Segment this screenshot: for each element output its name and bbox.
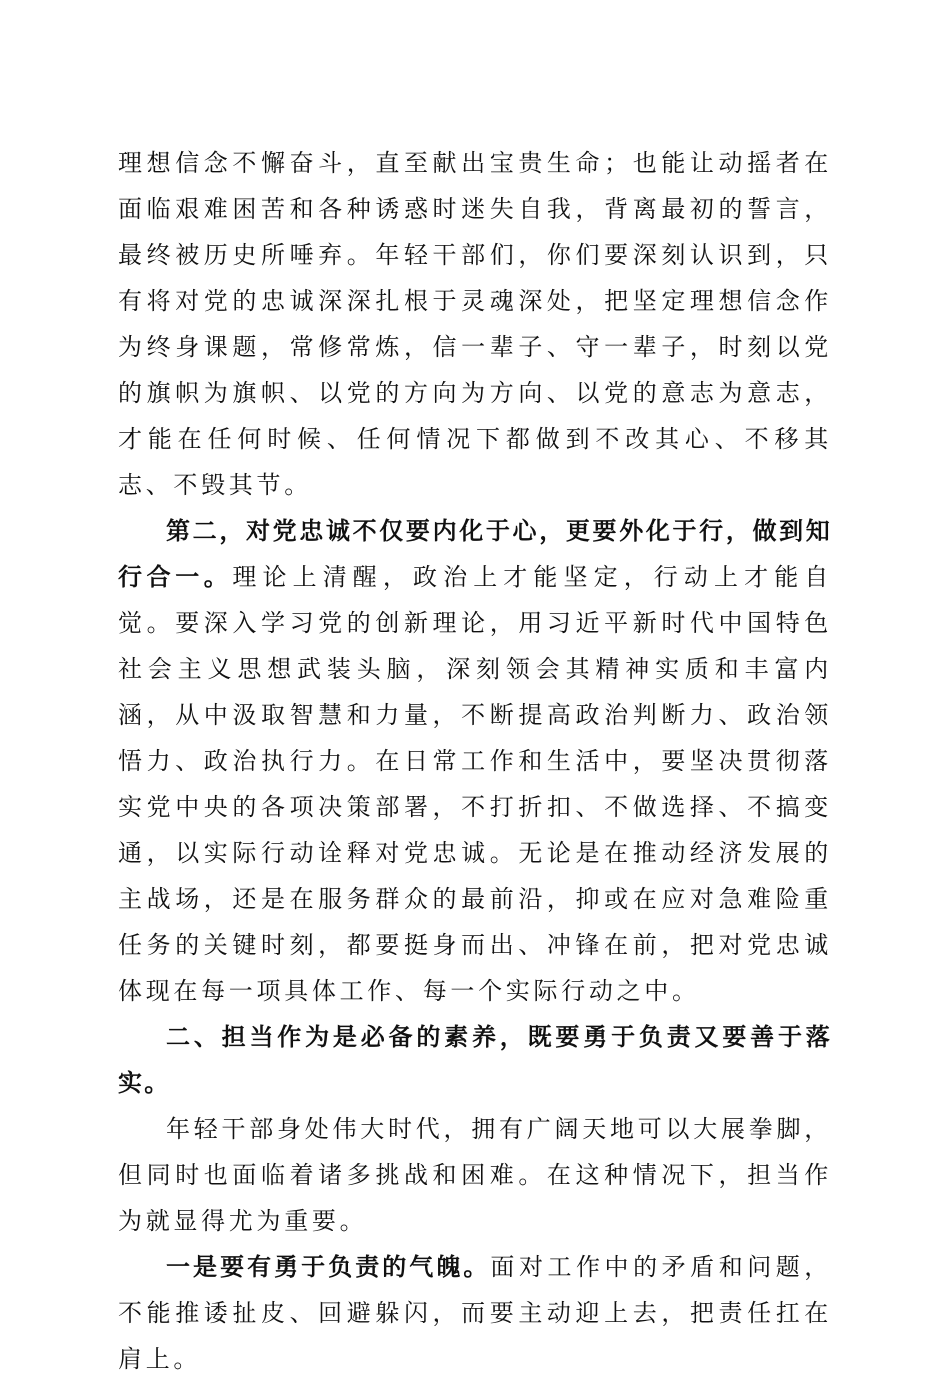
- paragraph-text: 面对工作中的矛盾和问题，不能推诿扯皮、回避躲闪，而要主动迎上去，把责任扛在肩上。: [118, 1253, 832, 1373]
- paragraph-text: 理论上清醒，政治上才能坚定，行动上才能自觉。要深入学习党的创新理论，用习近平新时代中国特色社会主义思想武装头脑，深刻领会其精神实质和丰富内涵，从中汲取智慧和力量，不断提高政治判断力、政治领悟力、政治执行力。在日常工作和生活中，要坚决贯彻落实党中央的各项决策部署，不打折扣、不做选择、不搞变通，以实际行动诠释对党忠诚。无论是在推动经济发展的主战场，还是在服务群众的最前沿，抑或在应对急难险重任务的关键时刻，都要挺身而出、冲锋在前，把对党忠诚体现在每一项具体工作、每一个实际行动之中。: [118, 563, 832, 1005]
- paragraph-lead: 第二，对党忠诚不仅要内化于心，更要外化于行，做到知行合一。: [118, 517, 832, 591]
- paragraph-lead: 一是要有勇于负责的气魄。: [166, 1253, 491, 1281]
- paragraph-text: 理想信念不懈奋斗，直至献出宝贵生命；也能让动摇者在面临艰难困苦和各种诱惑时迷失自我，背离最初的誓言，最终被历史所唾弃。年轻干部们，你们要深刻认识到，只有将对党的忠诚深深扎根于灵魂深处，把坚定理想信念作为终身课题，常修常炼，信一辈子、守一辈子，时刻以党的旗帜为旗帜、以党的方向为方向、以党的意志为意志，才能在任何时候、任何情况下都做到不改其心、不移其志、不毁其节。: [118, 149, 832, 499]
- paragraph-intro: [118, 1106, 832, 1244]
- paragraph-text: 年轻干部身处伟大时代，拥有广阔天地可以大展拳脚，但同时也面临着诸多挑战和困难。在这种情况下，担当作为就显得尤为重要。: [118, 1115, 832, 1235]
- document-body: [118, 140, 832, 1382]
- paragraph-continuation: [118, 140, 832, 508]
- section-heading: [118, 1014, 832, 1106]
- section-heading-text: 二、担当作为是必备的素养，既要勇于负责又要善于落实。: [118, 1023, 832, 1097]
- paragraph-first-point: [118, 1244, 832, 1382]
- paragraph-second-point: [118, 508, 832, 1014]
